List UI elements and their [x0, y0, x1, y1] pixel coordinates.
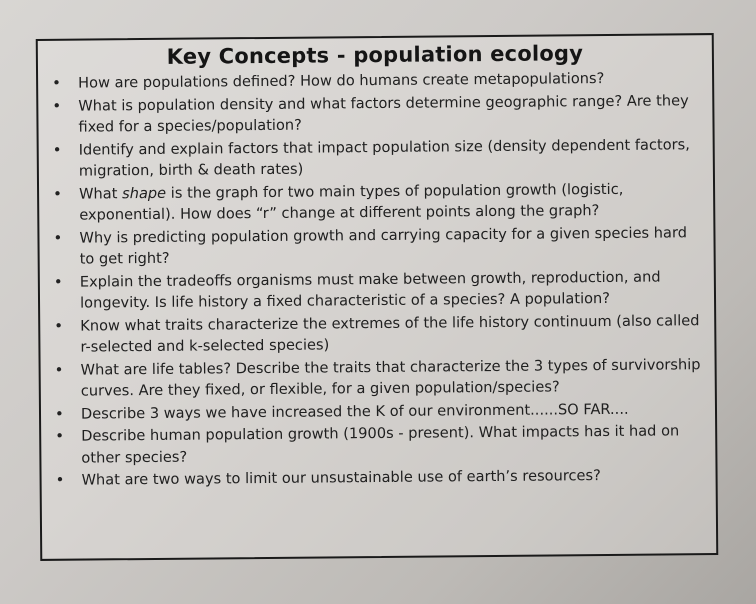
page-title: Key Concepts - population ecology	[166, 41, 584, 69]
bullet-icon: •	[54, 360, 64, 379]
list-item	[39, 222, 703, 271]
bullet-icon: •	[54, 316, 64, 335]
list-item-text: What are life tables? Describe the traits that characterize the 3 types of survivorship curves. Are they fixed, or flexible, for a given population/species?	[80, 355, 701, 400]
bullet-icon: •	[53, 228, 63, 247]
list-item-text-start: What	[79, 184, 123, 203]
bullet-icon: •	[53, 272, 63, 291]
list-item-text: What is population density and what factors determine geographic range? Are they fixed for a species/population?	[78, 91, 689, 136]
list-item	[38, 90, 702, 139]
list-item	[41, 464, 705, 491]
list-item	[40, 266, 704, 315]
list-item-text: Why is predicting population growth and carrying capacity for a given species hard to get right?	[79, 223, 688, 268]
list-item-text: Describe human population growth (1900s - present). What impacts has it had on other species?	[81, 422, 680, 467]
list-item	[41, 354, 705, 403]
concept-list	[38, 67, 716, 491]
bullet-icon: •	[55, 470, 65, 489]
key-concepts-box	[36, 33, 719, 561]
list-item-text: What are two ways to limit our unsustainable use of earth’s resources?	[81, 467, 601, 489]
list-item	[41, 420, 705, 469]
list-item	[39, 178, 703, 227]
list-item-text: Identify and explain factors that impact population size (density dependent factors, migration, birth & death rates)	[78, 135, 690, 180]
bullet-icon: •	[52, 96, 62, 115]
bullet-icon: •	[55, 426, 65, 445]
list-item-text: Describe 3 ways we have increased the K of our environment......SO FAR....	[80, 400, 629, 423]
list-item-text: Know what traits characterize the extremes of the life history continuum (also called r-selected and k-selected species)	[80, 311, 700, 356]
bullet-icon: •	[52, 73, 62, 92]
list-item-text: How are populations defined? How do humans create metapopulations?	[78, 70, 605, 92]
list-item	[40, 310, 704, 359]
list-item-emphasis: shape	[121, 184, 167, 202]
bullet-icon: •	[54, 404, 64, 423]
list-item	[39, 134, 703, 183]
bullet-icon: •	[52, 140, 62, 159]
list-item-text-end: is the graph for two main types of population growth (logistic, exponential). How does “r” change at different points along the graph?	[79, 180, 624, 224]
list-item-text: Explain the tradeoffs organisms must make between growth, reproduction, and longevity. Is life history a fixed characteristic of a species? A population?	[79, 268, 661, 312]
bullet-icon: •	[53, 184, 63, 203]
